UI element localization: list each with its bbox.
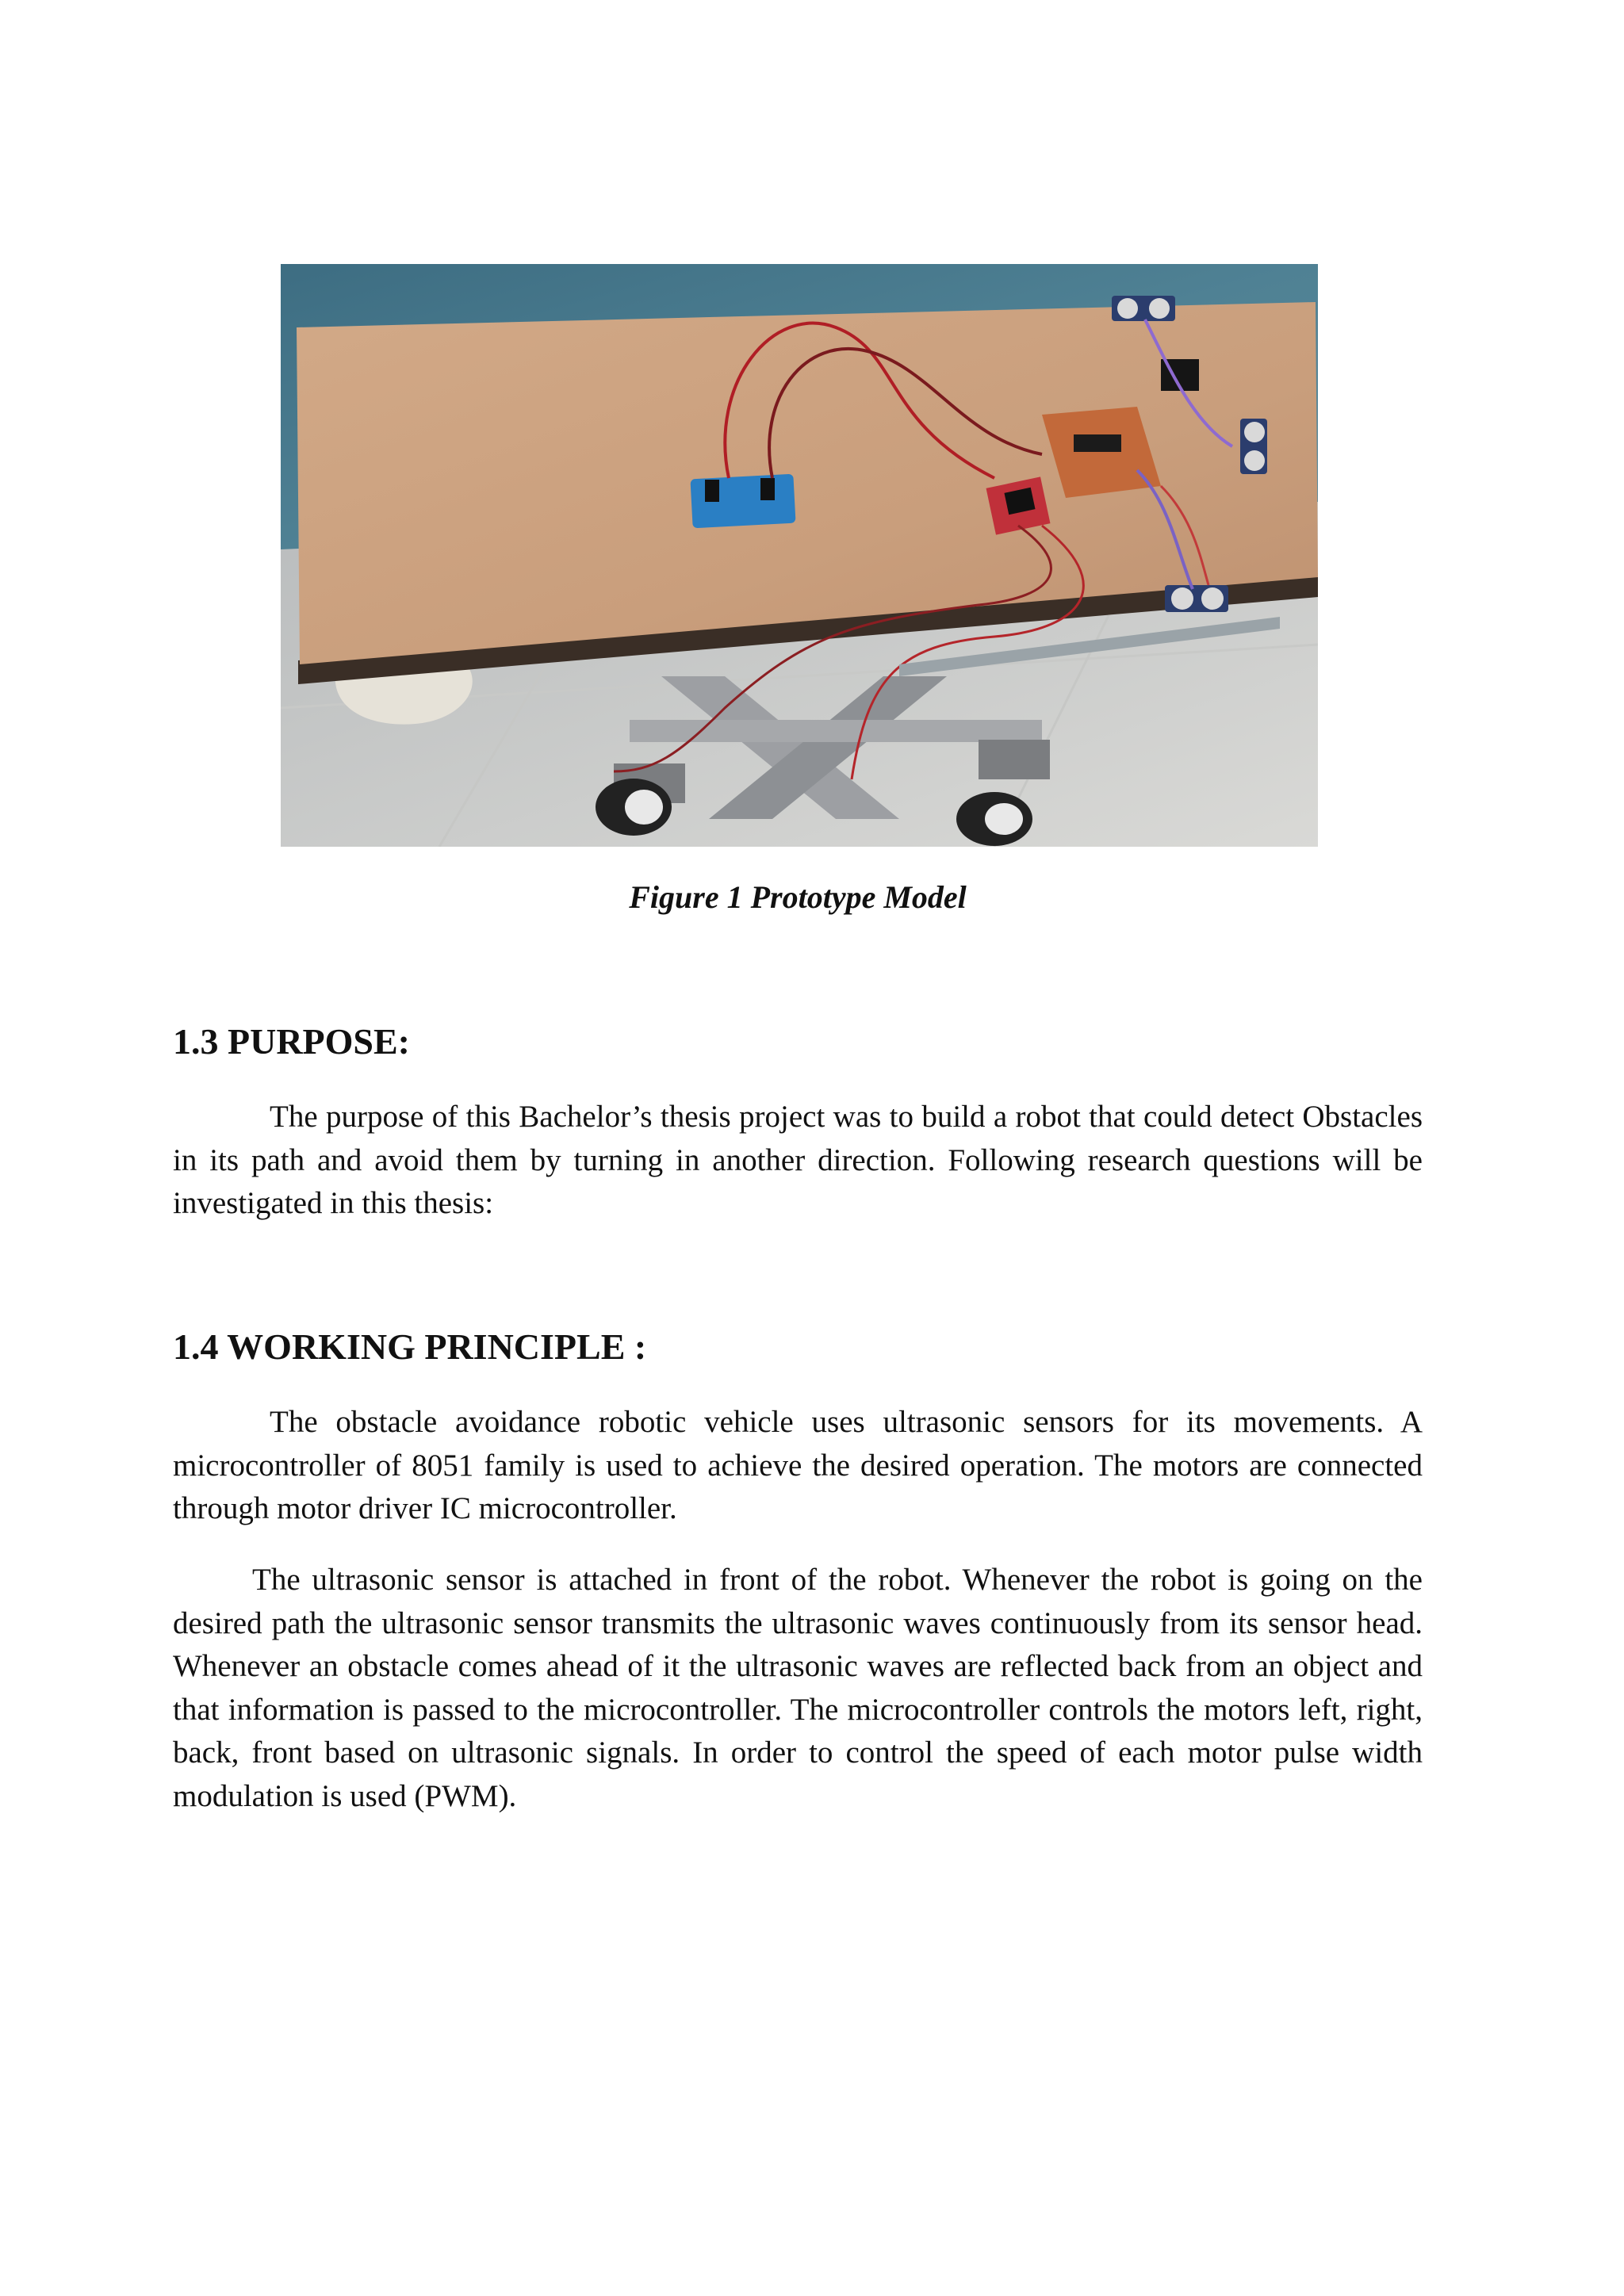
section-heading-working-principle: 1.4 WORKING PRINCIPLE : (173, 1326, 647, 1367)
purpose-paragraph: The purpose of this Bachelor’s thesis project was to build a robot that could detect Obstacles in its path and avoid them by turning in another direction. Following research questions will be investigated in this thesis: (173, 1100, 1423, 1220)
working-principle-paragraph-2: The ultrasonic sensor is attached in front of the robot. Whenever the robot is going on the desired path the ultrasonic sensor transmits the ultrasonic waves continuously from its sensor head. Whenever an obstacle comes ahead of it the ultrasonic waves are reflected back from an object and that information is passed to the microcontroller. The microcontroller controls the motors left, right, back, front based on ultrasonic signals. In order to control the speed of each motor pulse width modulation is used (PWM). (173, 1563, 1423, 1813)
prototype-photo (281, 264, 1318, 847)
working-principle-paragraph-1: The obstacle avoidance robotic vehicle uses ultrasonic sensors for its movements. A microcontroller of 8051 family is used to achieve the desired operation. The motors are connected through motor driver IC microcontroller. (173, 1405, 1423, 1525)
figure-caption: Figure 1 Prototype Model (629, 879, 967, 915)
section-heading-purpose: 1.3 PURPOSE: (173, 1021, 410, 1062)
